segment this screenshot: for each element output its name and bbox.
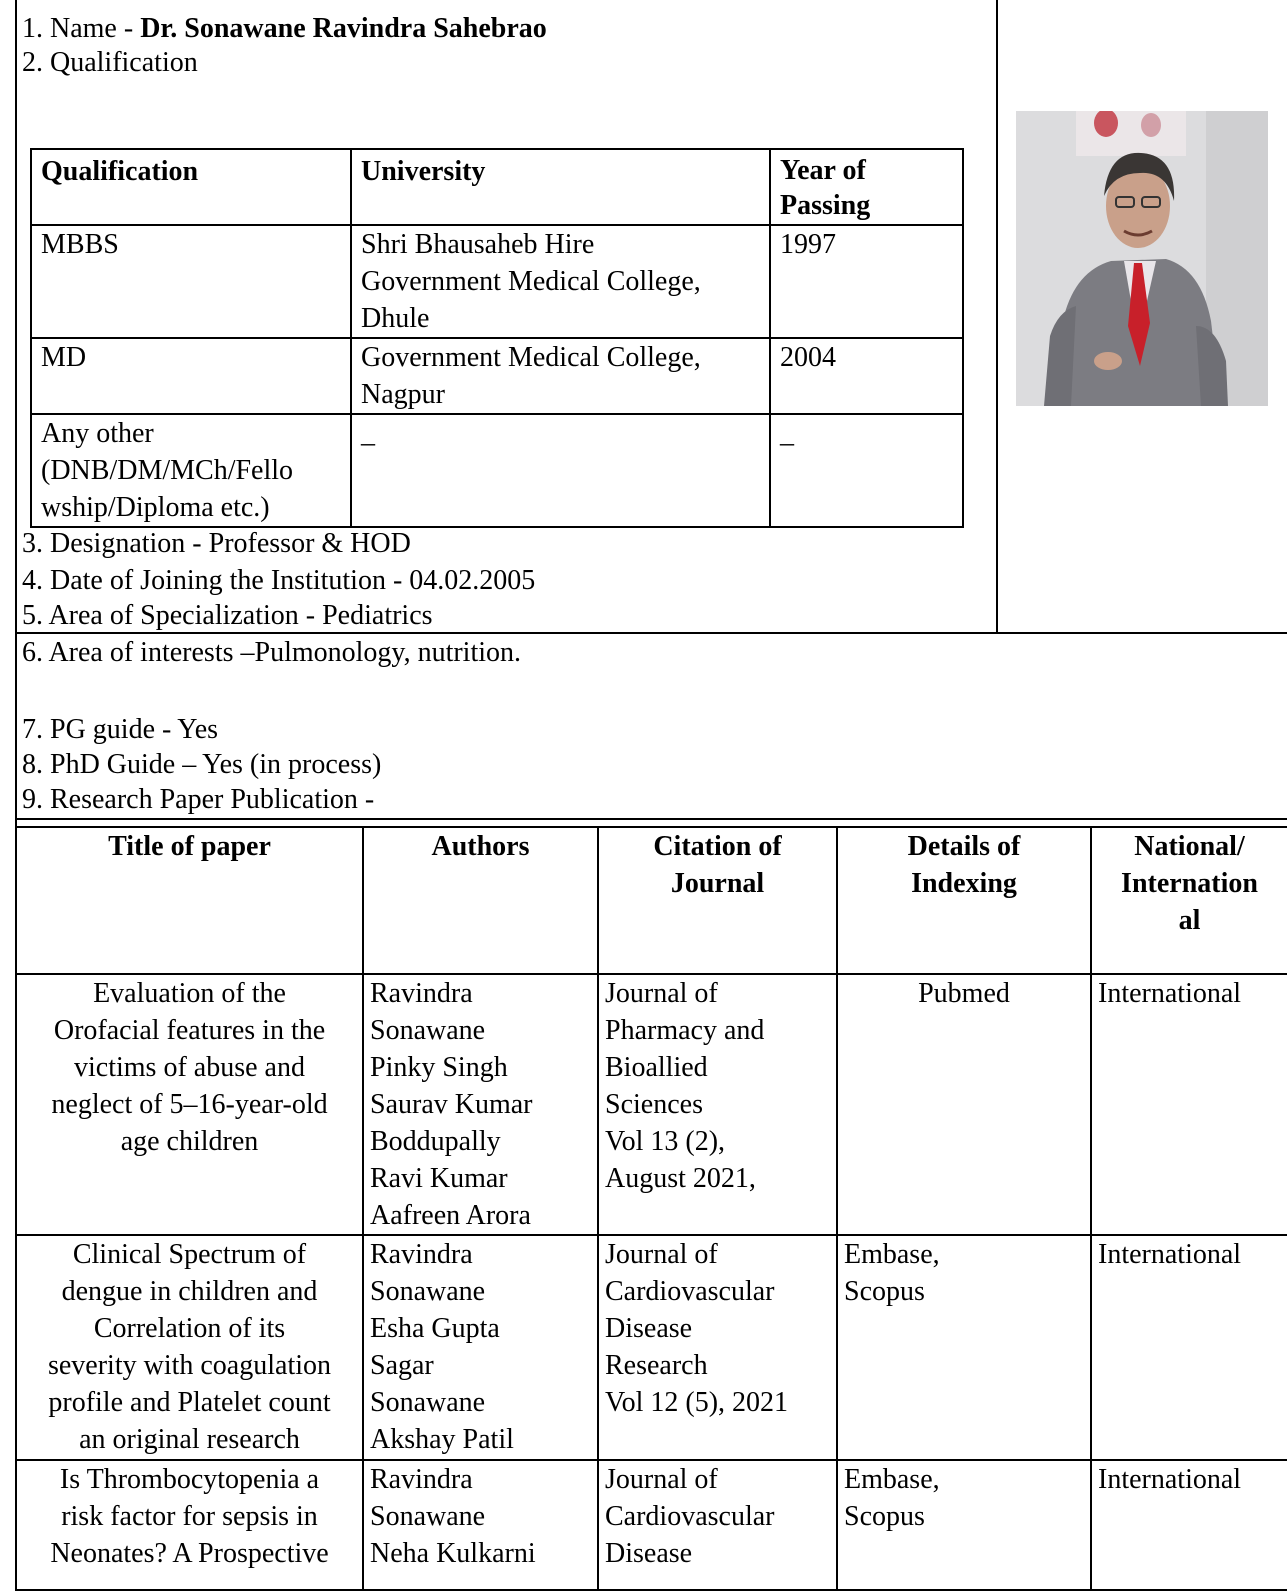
pg-guide-line: 7. PG guide - Yes [22,714,219,745]
paper-indexing: Pubmed [837,974,1091,1235]
paper-authors: Ravindra Sonawane Esha Gupta Sagar Sonawane Akshay Patil [363,1235,598,1460]
table-row [31,414,963,527]
qualification-header-row [31,149,963,225]
qual-cell-degree: Any other (DNB/DM/MCh/Fello wship/Diploma etc.) [31,414,351,527]
paper-citation: Journal of Cardiovascular Disease [598,1460,837,1590]
qual-header-qualification: Qualification [31,149,351,225]
papers-header-authors: Authors [363,827,598,974]
name-prefix: 1. Name - [22,13,141,44]
qualification-table [30,148,964,528]
portrait-photo [1016,111,1268,406]
portrait-illustration [1016,111,1268,406]
table-row [16,974,1287,1235]
frame-divider-horizontal-2 [15,818,1287,820]
paper-indexing: Embase, Scopus [837,1460,1091,1590]
qual-cell-university: _ [351,414,770,527]
paper-scope: International [1091,1460,1287,1590]
table-row [31,338,963,414]
qual-cell-university: Government Medical College, Nagpur [351,338,770,414]
qual-header-university: University [351,149,770,225]
table-row [16,1460,1287,1590]
paper-scope: International [1091,974,1287,1235]
paper-title: Clinical Spectrum of dengue in children and Correlation of its severity with coagulation profile and Platelet count an original research [16,1235,363,1460]
table-row [31,225,963,338]
paper-scope: International [1091,1235,1287,1460]
paper-authors: Ravindra Sonawane Neha Kulkarni [363,1460,598,1590]
paper-title: Evaluation of the Orofacial features in the victims of abuse and neglect of 5–16-year-old age children [16,974,363,1235]
papers-header-scope: National/ Internation al [1091,827,1287,974]
interests-line: 6. Area of interests –Pulmonology, nutrition. [22,637,522,668]
qual-cell-year: _ [770,414,963,527]
date-of-joining-line: 4. Date of Joining the Institution - 04.02.2005 [22,565,536,596]
paper-indexing: Embase, Scopus [837,1235,1091,1460]
specialization-line: 5. Area of Specialization - Pediatrics [22,600,433,631]
qual-header-year: Year of Passing [770,149,963,225]
papers-header-indexing: Details of Indexing [837,827,1091,974]
papers-table [15,826,1287,1591]
frame-divider-vertical [996,0,998,634]
table-row [16,1235,1287,1460]
designation-line: 3. Designation - Professor & HOD [22,528,411,559]
qual-cell-year: 2004 [770,338,963,414]
research-line: 9. Research Paper Publication - [22,784,375,815]
qual-cell-year: 1997 [770,225,963,338]
qual-cell-degree: MD [31,338,351,414]
paper-authors: Ravindra Sonawane Pinky Singh Saurav Kumar Boddupally Ravi Kumar Aafreen Arora [363,974,598,1235]
phd-guide-line: 8. PhD Guide – Yes (in process) [22,749,382,780]
paper-citation: Journal of Cardiovascular Disease Research Vol 12 (5), 2021 [598,1235,837,1460]
person-name: Dr. Sonawane Ravindra Sahebrao [140,13,547,44]
papers-header-citation: Citation of Journal [598,827,837,974]
papers-header-title: Title of paper [16,827,363,974]
qual-cell-degree: MBBS [31,225,351,338]
papers-header-row [16,827,1287,974]
qual-cell-university: Shri Bhausaheb Hire Government Medical College, Dhule [351,225,770,338]
paper-title: Is Thrombocytopenia a risk factor for sepsis in Neonates? A Prospective [16,1460,363,1590]
qualification-label: 2. Qualification [22,47,198,78]
name-line [22,10,547,47]
paper-citation: Journal of Pharmacy and Bioallied Sciences Vol 13 (2), August 2021, [598,974,837,1235]
